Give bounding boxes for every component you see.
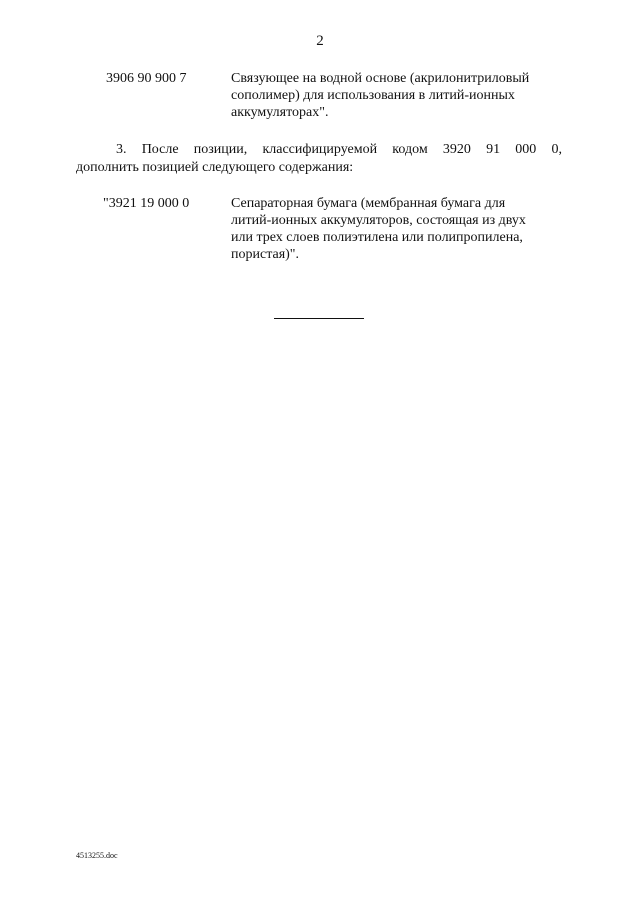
footer-filename: 4513255.doc	[76, 851, 118, 860]
amendment-paragraph-3	[76, 141, 562, 177]
description-line: или трех слоев полиэтилена или полипропилена,	[231, 230, 523, 245]
end-rule-divider	[274, 318, 364, 319]
description-line: литий-ионных аккумуляторов, состоящая из двух	[231, 213, 526, 228]
description-line: Связующее на водной основе (акрилонитриловый	[231, 71, 530, 86]
description-line: сополимер) для использования в литий-ионных	[231, 88, 515, 103]
tariff-code: "3921 19 000 0	[103, 196, 190, 211]
tariff-description	[231, 195, 571, 263]
paragraph-line: дополнить позицией следующего содержания:	[76, 160, 354, 175]
description-line: аккумуляторах".	[231, 105, 329, 120]
tariff-code: 3906 90 900 7	[106, 71, 187, 86]
page-number: 2	[316, 33, 324, 49]
description-line: Сепараторная бумага (мембранная бумага для	[231, 196, 506, 211]
description-line: пористая)".	[231, 247, 300, 262]
tariff-description	[231, 70, 571, 121]
paragraph-line: 3. После позиции, классифицируемой кодом 3920 91 000 0,	[116, 142, 562, 157]
